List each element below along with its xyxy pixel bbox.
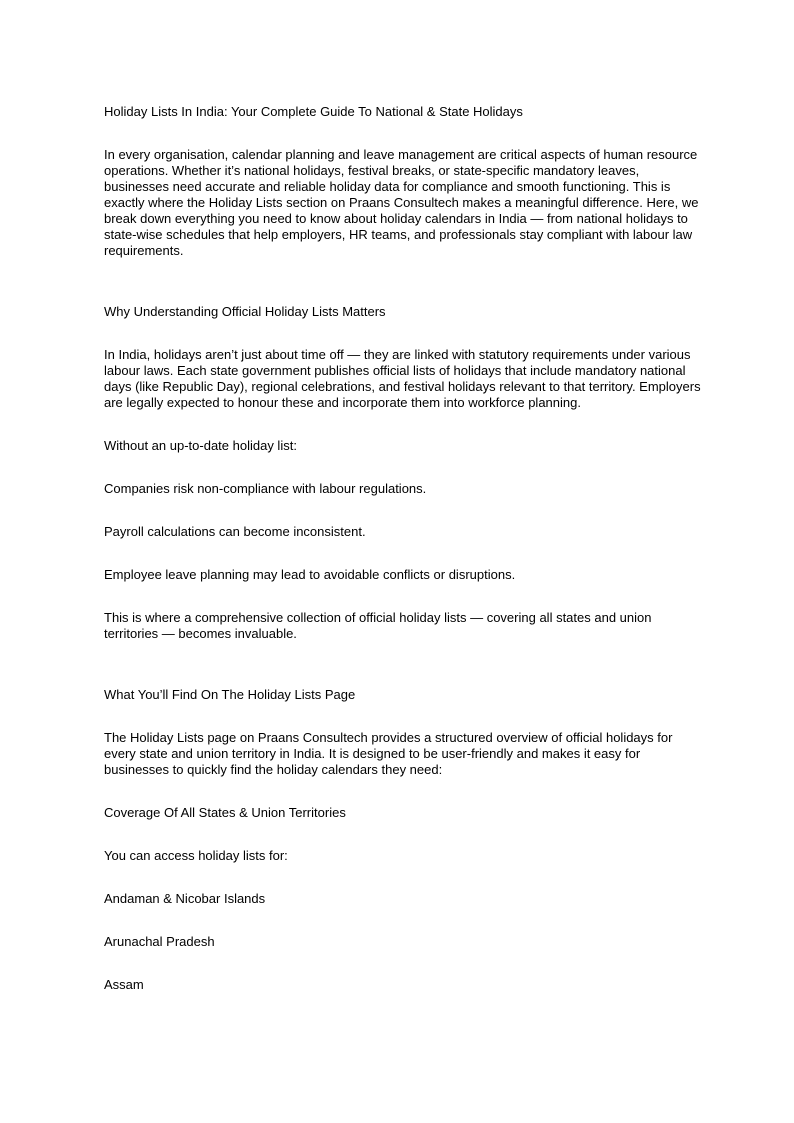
without-list-lead: Without an up-to-date holiday list: (104, 438, 297, 453)
what-paragraph: The Holiday Lists page on Praans Consultech provides a structured overview of official holidays for every state and union territory in India. It is designed to be user-friendly and makes it easy for businesses to quickly find the holiday calendars they need: (104, 730, 673, 777)
list-item: Companies risk non-compliance with labour regulations. (104, 481, 427, 496)
section-heading-why: Why Understanding Official Holiday Lists Matters (104, 304, 386, 319)
section-heading-what: What You’ll Find On The Holiday Lists Page (104, 687, 356, 702)
list-item: Employee leave planning may lead to avoidable conflicts or disruptions. (104, 567, 516, 582)
why-paragraph: In India, holidays aren’t just about time off — they are linked with statutory requirements under various labour laws. Each state government publishes official lists of holidays that include mandatory national days (like Republic Day), regional celebrations, and festival holidays relevant to that territory. Employers are legally expected to honour these and incorporate them into workforce planning. (104, 347, 701, 410)
state-list-item: Andaman & Nicobar Islands (104, 891, 266, 906)
list-item: Payroll calculations can become inconsistent. (104, 524, 366, 539)
document-page (104, 104, 704, 993)
closing-paragraph: This is where a comprehensive collection of official holiday lists — covering all states and union territories — becomes invaluable. (104, 610, 652, 641)
state-list-item: Arunachal Pradesh (104, 934, 215, 949)
state-list-item: Assam (104, 977, 144, 992)
access-lead: You can access holiday lists for: (104, 848, 288, 863)
document-title: Holiday Lists In India: Your Complete Guide To National & State Holidays (104, 104, 523, 119)
coverage-subheading: Coverage Of All States & Union Territories (104, 805, 346, 820)
intro-paragraph: In every organisation, calendar planning and leave management are critical aspects of human resource operations. Whether it’s national holidays, festival breaks, or state-specific mandatory leaves, businesses need accurate and reliable holiday data for compliance and smooth functioning. This is exactly where the Holiday Lists section on Praans Consultech makes a meaningful difference. Here, we break down everything you need to know about holiday calendars in India — from national holidays to state-wise schedules that help employers, HR teams, and professionals stay compliant with labour law requirements. (104, 147, 699, 258)
